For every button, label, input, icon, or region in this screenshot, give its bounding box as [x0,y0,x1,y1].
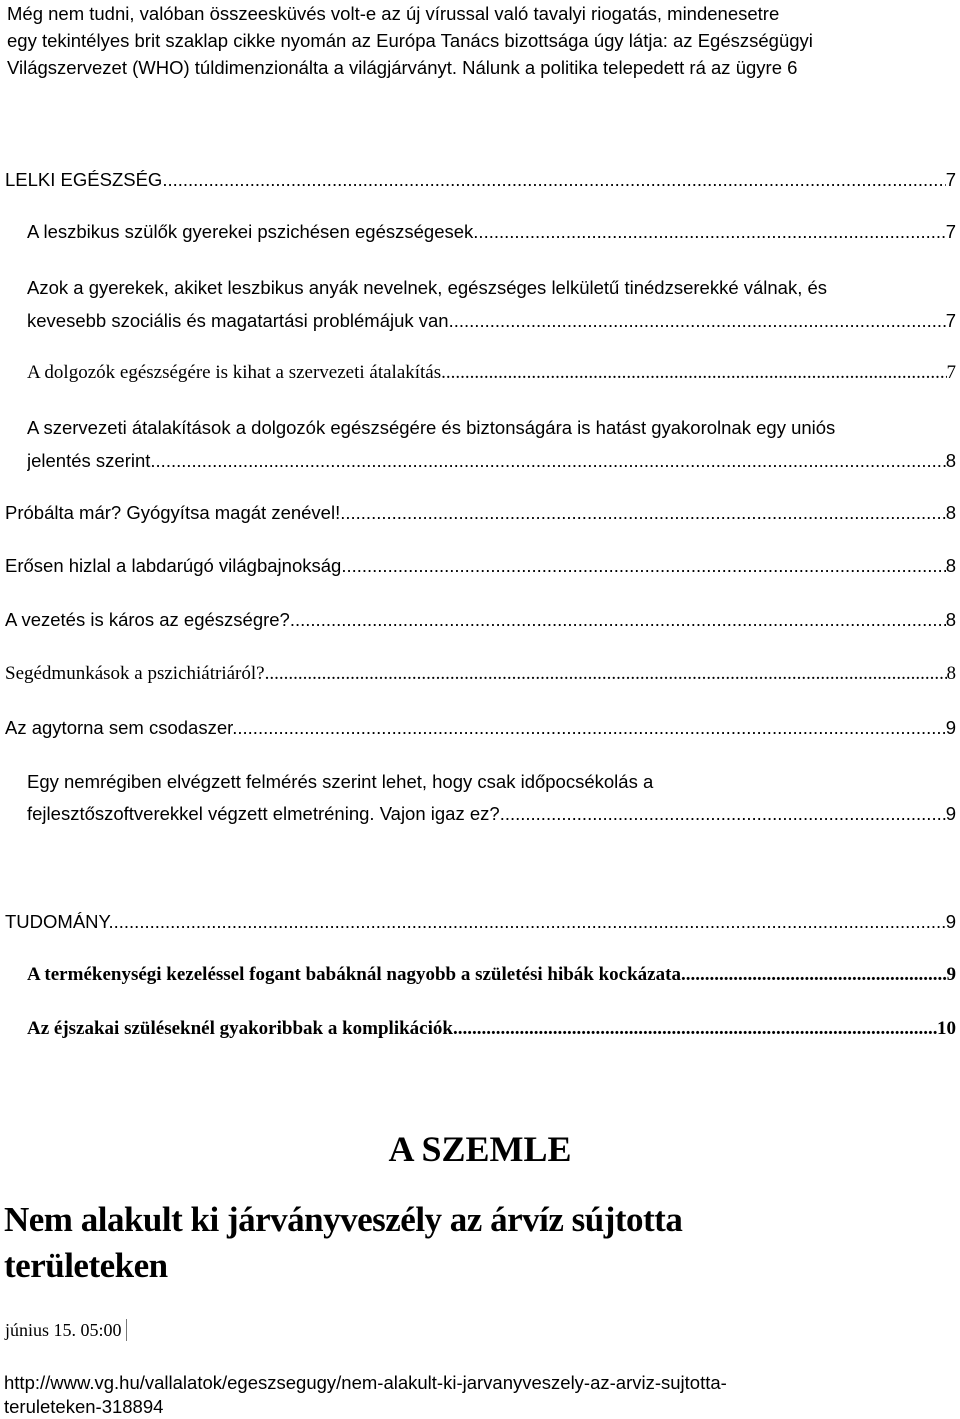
toc-entry-agytorna[interactable] [5,717,956,745]
dateline-separator [126,1319,127,1341]
url-line-2: teruleteken-318894 [4,1396,164,1417]
toc-entry-title: A dolgozók egészségére is kihat a szervezeti átalakítás ..... [27,362,947,384]
toc-entry-first-line: A szervezeti átalakítások a dolgozók egészségére és biztonságára is hatást gyakorolnak egy uniós [27,417,836,438]
toc-entry-labdarugo[interactable] [5,555,956,583]
headline-line-2: területeken [4,1246,168,1285]
toc-entry-title: A vezetés is káros az egészségre? ..... [5,609,946,631]
toc-entry-vezetes[interactable] [5,609,956,637]
intro-paragraph [7,0,957,81]
toc-entry-title: Segédmunkások a pszichiátriáról? ..... [5,663,947,685]
article-headline [4,1197,864,1289]
toc-page-number: 8 [945,555,956,576]
toc-entry-title: kevesebb szociális és magatartási problémájuk van ..... [27,310,946,332]
intro-line-3: Világszervezet (WHO) túldimenzionálta a világjárványt. Nálunk a politika telepedett rá az ügyre 6 [7,57,798,78]
article-url[interactable] [4,1371,904,1419]
toc-page-number: 7 [945,169,956,190]
toc-entry-gyerekek[interactable] [27,310,956,338]
toc-page-number: 8 [945,609,956,630]
toc-entry-lelki-egeszseg[interactable] [5,169,956,197]
toc-entry-title: A termékenységi kezeléssel fogant babáknál nagyobb a születési hibák kockázata ..... [27,964,947,986]
toc-page-number: 7 [946,362,956,383]
toc-entry-title: jelentés szerint. ..... [27,450,946,472]
toc-entry-first-line: Azok a gyerekek, akiket leszbikus anyák nevelnek, egészséges lelkületű tinédzserekké válnak, és [27,277,828,298]
intro-line-2: egy tekintélyes brit szaklap cikke nyomán az Európa Tanács bizottsága úgy látja: az Egészségügyi [7,30,813,51]
section-title: A SZEMLE [388,1129,572,1169]
article-dateline [5,1319,127,1341]
toc-entry-first-line: Egy nemrégiben elvégzett felmérés szerint lehet, hogy csak időpocsékolás a [27,771,654,792]
toc-page-number: 9 [946,964,956,985]
toc-entry-title: Az agytorna sem csodaszer ..... [5,717,946,739]
toc-entry-leszbikus-szulok[interactable] [27,221,956,249]
toc-entry-segedmunkasok[interactable] [5,663,956,691]
toc-page-number: 8 [945,502,956,523]
toc-entry-unios-jelentes[interactable] [27,450,956,478]
toc-entry-title: Az éjszakai szüléseknél gyakoribbak a komplikációk ..... [27,1018,937,1040]
toc-page-number: 8 [945,450,956,471]
toc-page-number: 7 [945,310,956,331]
toc-page-number: 8 [946,663,956,684]
toc-page-number: 9 [945,911,956,932]
toc-entry-title: LELKI EGÉSZSÉG ..... [5,169,946,191]
toc-page-number: 9 [945,717,956,738]
toc-page-number: 9 [945,803,956,824]
toc-entry-elmetrening[interactable] [27,803,956,831]
intro-page-number: 6 [787,57,798,78]
toc-entry-ejszakai-szulesek[interactable] [27,1018,956,1046]
toc-entry-termekenysegi-kezeles[interactable] [27,964,956,992]
toc-page-number: 7 [945,221,956,242]
toc-page-number: 10 [937,1018,956,1039]
toc-entry-zene[interactable] [5,502,956,530]
url-line-1: http://www.vg.hu/vallalatok/egeszsegugy/nem-alakult-ki-jarvanyveszely-az-arviz-sujtotta- [4,1372,727,1393]
toc-entry-title: TUDOMÁNY ..... [5,911,946,933]
toc-entry-title: Erősen hizlal a labdarúgó világbajnokság ..... [5,555,946,577]
article-date: június 15. 05:00 [5,1320,122,1340]
toc-entry-tudomany[interactable] [5,911,956,939]
toc-entry-title: A leszbikus szülők gyerekei pszichésen egészségesek ..... [27,221,946,243]
headline-line-1: Nem alakult ki járványveszély az árvíz sújtotta [4,1200,683,1239]
toc-entry-szervezeti-atalakitas[interactable] [27,362,956,390]
intro-line-1: Még nem tudni, valóban összeesküvés volt-e az új vírussal való tavalyi riogatás, mindenesetre [7,3,780,24]
toc-entry-title: Próbálta már? Gyógyítsa magát zenével! ..... [5,502,946,524]
toc-entry-title: fejlesztőszoftverekkel végzett elmetréning. Vajon igaz ez? ..... [27,803,946,825]
